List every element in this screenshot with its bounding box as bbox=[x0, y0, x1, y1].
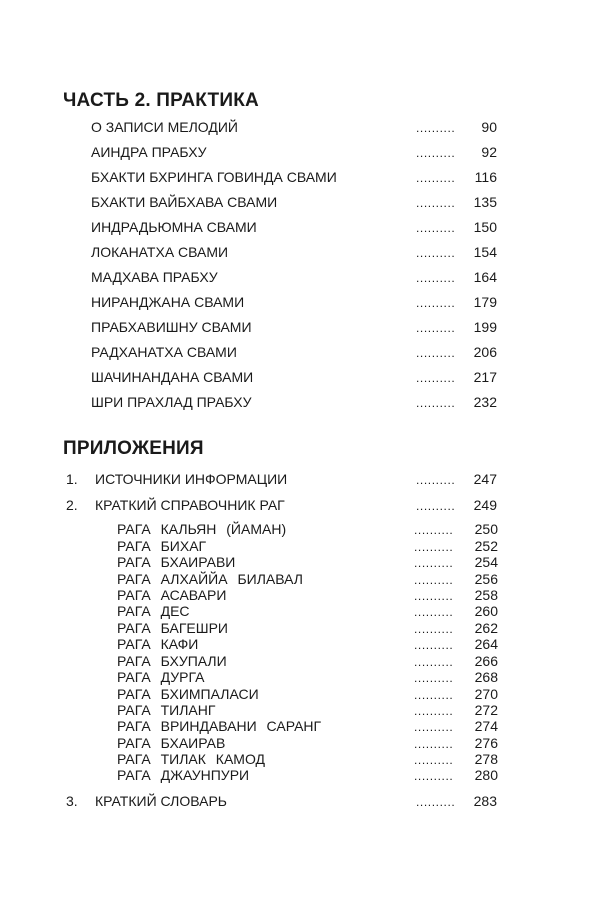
entry-title: КРАТКИЙ СПРАВОЧНИК РАГ bbox=[95, 497, 285, 513]
entry-title: РАГА ТИЛАК КАМОД bbox=[117, 751, 266, 767]
entry-page: 247 bbox=[473, 471, 497, 487]
entry-title: РАГА БХУПАЛИ bbox=[117, 653, 227, 669]
entry-title: ИНДРАДЬЮМНА СВАМИ bbox=[91, 219, 257, 235]
entry-page: 199 bbox=[473, 319, 497, 335]
leader-dots: .......... bbox=[416, 371, 456, 385]
entry-title: О ЗАПИСИ МЕЛОДИЙ bbox=[91, 119, 238, 135]
toc-entry[interactable] bbox=[0, 269, 600, 289]
entry-number: 2. bbox=[66, 497, 78, 513]
entry-page: 280 bbox=[474, 767, 498, 783]
entry-page: 90 bbox=[481, 119, 497, 135]
entry-title: РАГА БХАИРАВИ bbox=[117, 554, 236, 570]
entry-page: 135 bbox=[473, 194, 497, 210]
appendix-heading: ПРИЛОЖЕНИЯ bbox=[63, 438, 204, 459]
leader-dots: .......... bbox=[416, 499, 456, 513]
entry-title: РАГА БХИМПАЛАСИ bbox=[117, 686, 259, 702]
leader-dots: .......... bbox=[414, 671, 454, 685]
entry-page: 264 bbox=[474, 636, 498, 652]
leader-dots: .......... bbox=[414, 622, 454, 636]
leader-dots: .......... bbox=[414, 540, 454, 554]
entry-title: РАГА КАФИ bbox=[117, 636, 199, 652]
entry-title: МАДХАВА ПРАБХУ bbox=[91, 269, 218, 285]
entry-page: 232 bbox=[473, 394, 497, 410]
toc-entry-appendix-2[interactable] bbox=[0, 497, 600, 517]
entry-page: 252 bbox=[474, 538, 498, 554]
toc-entry-appendix-1[interactable] bbox=[0, 471, 600, 491]
entry-title: БХАКТИ БХРИНГА ГОВИНДА СВАМИ bbox=[91, 169, 337, 185]
entry-page: 272 bbox=[474, 702, 498, 718]
entry-title: ЛОКАНАТХА СВАМИ bbox=[91, 244, 229, 260]
leader-dots: .......... bbox=[414, 589, 454, 603]
entry-title: ШАЧИНАНДАНА СВАМИ bbox=[91, 369, 254, 385]
entry-page: 270 bbox=[474, 686, 498, 702]
leader-dots: .......... bbox=[416, 171, 456, 185]
toc-entry[interactable] bbox=[0, 144, 600, 164]
entry-title: РАГА БИХАГ bbox=[117, 538, 207, 554]
entry-title: ПРАБХАВИШНУ СВАМИ bbox=[91, 319, 252, 335]
entry-page: 150 bbox=[473, 219, 497, 235]
entry-page: 217 bbox=[473, 369, 497, 385]
toc-entry[interactable] bbox=[0, 344, 600, 364]
leader-dots: .......... bbox=[416, 221, 456, 235]
entry-title: РАГА КАЛЬЯН (ЙАМАН) bbox=[117, 521, 287, 537]
leader-dots: .......... bbox=[414, 688, 454, 702]
leader-dots: .......... bbox=[414, 573, 454, 587]
entry-page: 278 bbox=[474, 751, 498, 767]
entry-title: РАГА ДЖАУНПУРИ bbox=[117, 767, 250, 783]
entry-title: КРАТКИЙ СЛОВАРЬ bbox=[95, 793, 227, 809]
entry-title: РАГА БХАИРАВ bbox=[117, 735, 226, 751]
entry-page: 92 bbox=[481, 144, 497, 160]
entry-page: 249 bbox=[473, 497, 497, 513]
entry-title: РАГА ДУРГА bbox=[117, 669, 205, 685]
leader-dots: .......... bbox=[414, 737, 454, 751]
entry-page: 266 bbox=[474, 653, 498, 669]
entry-page: 262 bbox=[474, 620, 498, 636]
leader-dots: .......... bbox=[414, 769, 454, 783]
leader-dots: .......... bbox=[414, 523, 454, 537]
entry-title: РАГА ВРИНДАВАНИ САРАНГ bbox=[117, 718, 322, 734]
leader-dots: .......... bbox=[416, 321, 456, 335]
entry-title: РАГА БАГЕШРИ bbox=[117, 620, 228, 636]
leader-dots: .......... bbox=[414, 638, 454, 652]
part2-heading: ЧАСТЬ 2. ПРАКТИКА bbox=[63, 90, 259, 111]
entry-page: 179 bbox=[473, 294, 497, 310]
toc-entry[interactable] bbox=[0, 119, 600, 139]
entry-title: ИСТОЧНИКИ ИНФОРМАЦИИ bbox=[95, 471, 288, 487]
leader-dots: .......... bbox=[416, 473, 456, 487]
toc-entry[interactable] bbox=[0, 369, 600, 389]
entry-title: РАГА АЛХАЙЙА БИЛАВАЛ bbox=[117, 571, 303, 587]
entry-page: 256 bbox=[474, 571, 498, 587]
leader-dots: .......... bbox=[416, 271, 456, 285]
leader-dots: .......... bbox=[416, 795, 456, 809]
entry-page: 258 bbox=[474, 587, 498, 603]
leader-dots: .......... bbox=[414, 753, 454, 767]
entry-number: 3. bbox=[66, 793, 78, 809]
toc-entry[interactable] bbox=[0, 194, 600, 214]
entry-title: ШРИ ПРАХЛАД ПРАБХУ bbox=[91, 394, 252, 410]
leader-dots: .......... bbox=[414, 704, 454, 718]
toc-entry[interactable] bbox=[0, 294, 600, 314]
toc-entry[interactable] bbox=[0, 169, 600, 189]
entry-title: АИНДРА ПРАБХУ bbox=[91, 144, 207, 160]
leader-dots: .......... bbox=[416, 296, 456, 310]
toc-entry-appendix-3[interactable] bbox=[0, 793, 600, 813]
entry-page: 274 bbox=[474, 718, 498, 734]
leader-dots: .......... bbox=[414, 655, 454, 669]
leader-dots: .......... bbox=[416, 146, 456, 160]
leader-dots: .......... bbox=[416, 246, 456, 260]
entry-page: 283 bbox=[473, 793, 497, 809]
entry-title: РАДХАНАТХА СВАМИ bbox=[91, 344, 237, 360]
leader-dots: .......... bbox=[414, 605, 454, 619]
entry-page: 116 bbox=[474, 169, 497, 185]
entry-page: 276 bbox=[474, 735, 498, 751]
leader-dots: .......... bbox=[414, 556, 454, 570]
entry-title: РАГА ДЕС bbox=[117, 603, 190, 619]
entry-page: 164 bbox=[473, 269, 497, 285]
leader-dots: .......... bbox=[416, 346, 456, 360]
entry-title: НИРАНДЖАНА СВАМИ bbox=[91, 294, 245, 310]
leader-dots: .......... bbox=[416, 396, 456, 410]
entry-title: БХАКТИ ВАЙБХАВА СВАМИ bbox=[91, 194, 278, 210]
entry-page: 206 bbox=[473, 344, 497, 360]
entry-page: 268 bbox=[474, 669, 498, 685]
leader-dots: .......... bbox=[414, 720, 454, 734]
toc-entry[interactable] bbox=[0, 244, 600, 264]
leader-dots: .......... bbox=[416, 121, 456, 135]
toc-entry[interactable] bbox=[0, 394, 600, 414]
entry-title: РАГА АСАВАРИ bbox=[117, 587, 227, 603]
raga-entry[interactable] bbox=[0, 767, 600, 787]
entry-page: 154 bbox=[473, 244, 497, 260]
entry-title: РАГА ТИЛАНГ bbox=[117, 702, 216, 718]
entry-page: 250 bbox=[474, 521, 498, 537]
leader-dots: .......... bbox=[416, 196, 456, 210]
entry-page: 260 bbox=[474, 603, 498, 619]
toc-entry[interactable] bbox=[0, 219, 600, 239]
entry-page: 254 bbox=[474, 554, 498, 570]
toc-entry[interactable] bbox=[0, 319, 600, 339]
entry-number: 1. bbox=[66, 471, 78, 487]
